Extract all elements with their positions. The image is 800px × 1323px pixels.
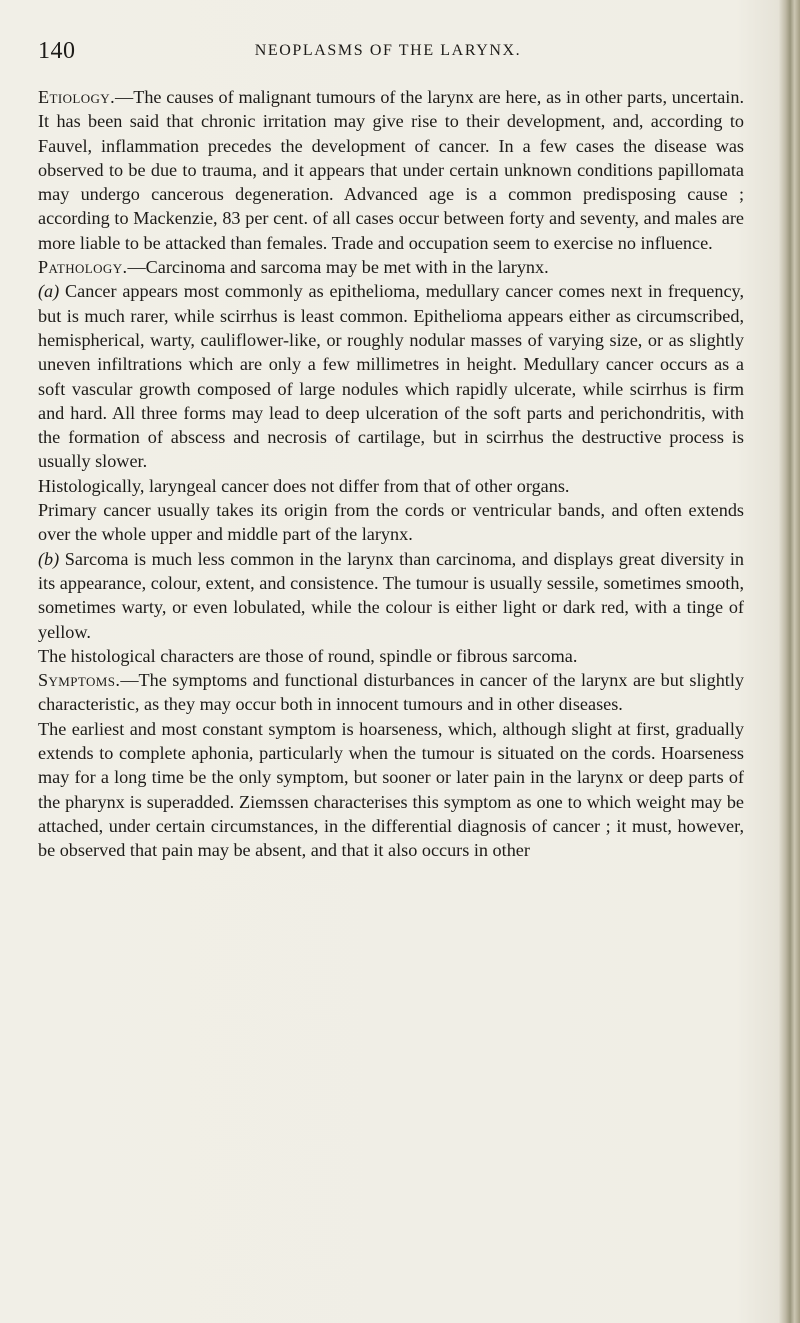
paragraph-hoarseness [38,717,744,863]
paragraph-text: —Carcinoma and sarcoma may be met with in the larynx. [127,257,549,278]
paragraph-text: Cancer appears most commonly as epithelioma, medullary cancer comes next in frequency, but is much rarer, while scirrhus is least common. Epithelioma appears either as circumscribed, hemispherical, warty, cauliflower-like, or roughly nodular masses of varying size, or as slightly uneven infiltrations which are only a few millimetres in height. Medullary cancer occurs as a soft vascular growth composed of large nodules which rapidly ulcerate, while scirrhus is firm and hard. All three forms may lead to deep ulceration of the soft parts and perichondritis, with the formation of abscess and necrosis of cartilage, but in scirrhus the destructive process is usually slower. [38,281,744,472]
page-number: 140 [38,38,76,64]
paragraph-primary-cancer [38,498,744,547]
paragraph-text: The histological characters are those of round, spindle or fibrous sarcoma. [38,645,578,666]
section-heading-etiology: Etiology. [38,87,116,107]
paragraph-pathology [38,255,744,279]
paragraph-symptoms [38,668,744,717]
paragraph-text: —The causes of malignant tumours of the larynx are here, as in other parts, uncertain. It has been said that chronic irritation may give rise to their development, and, according to Fauvel, inflammation precedes the development of cancer. In a few cases the disease was observed to be due to trauma, and it appears that under certain unknown conditions papillomata may undergo cancerous degeneration. Advanced age is a common predisposing cause ; according to Mackenzie, 83 per cent. of all cases occur between forty and seventy, and males are more liable to be attacked than females. Trade and occupation seem to exercise no influence. [38,87,744,253]
section-heading-pathology: Pathology. [38,257,128,278]
paragraph-sarcoma [38,547,744,644]
section-heading-symptoms: Symptoms. [38,670,121,691]
running-title: NEOPLASMS OF THE LARYNX. [254,42,522,59]
paragraph-histology [38,474,744,498]
paragraph-text: Sarcoma is much less common in the larynx than carcinoma, and displays great diversity in its appearance, colour, extent, and consistence. The tumour is usually sessile, sometimes smooth, sometimes warty, or even lobulated, while the colour is either light or dark red, with a tinge of yellow. [38,548,744,642]
paragraph-text: Primary cancer usually takes its origin from the cords or ventricular bands, and often extends over the whole upper and middle part of the larynx. [38,500,744,545]
paragraph-sarcoma-histology [38,644,744,668]
body-text-block [38,85,744,863]
item-label-b: (b) [38,548,60,569]
page-binding-edge [778,0,800,1323]
paragraph-text: —The symptoms and functional disturbances in cancer of the larynx are but slightly characteristic, as they may occur both in innocent tumours and in other diseases. [38,670,744,715]
paragraph-text: Histologically, laryngeal cancer does not differ from that of other organs. [38,475,570,496]
paragraph-text: The earliest and most constant symptom is hoarseness, which, although slight at first, gradually extends to complete aphonia, particularly when the tumour is situated on the cords. Hoarseness may for a long time be the only symptom, but sooner or later pain in the larynx or deep parts of the pharynx is superadded. Ziemssen characterises this symptom as one to which weight may be attached, under certain circumstances, in the differential diagnosis of cancer ; it must, however, be observed that pain may be absent, and that it also occurs in other [38,718,744,861]
page-header [38,36,738,66]
item-label-a: (a) [38,281,60,302]
paragraph-cancer [38,279,744,473]
paragraph-etiology [38,85,744,255]
